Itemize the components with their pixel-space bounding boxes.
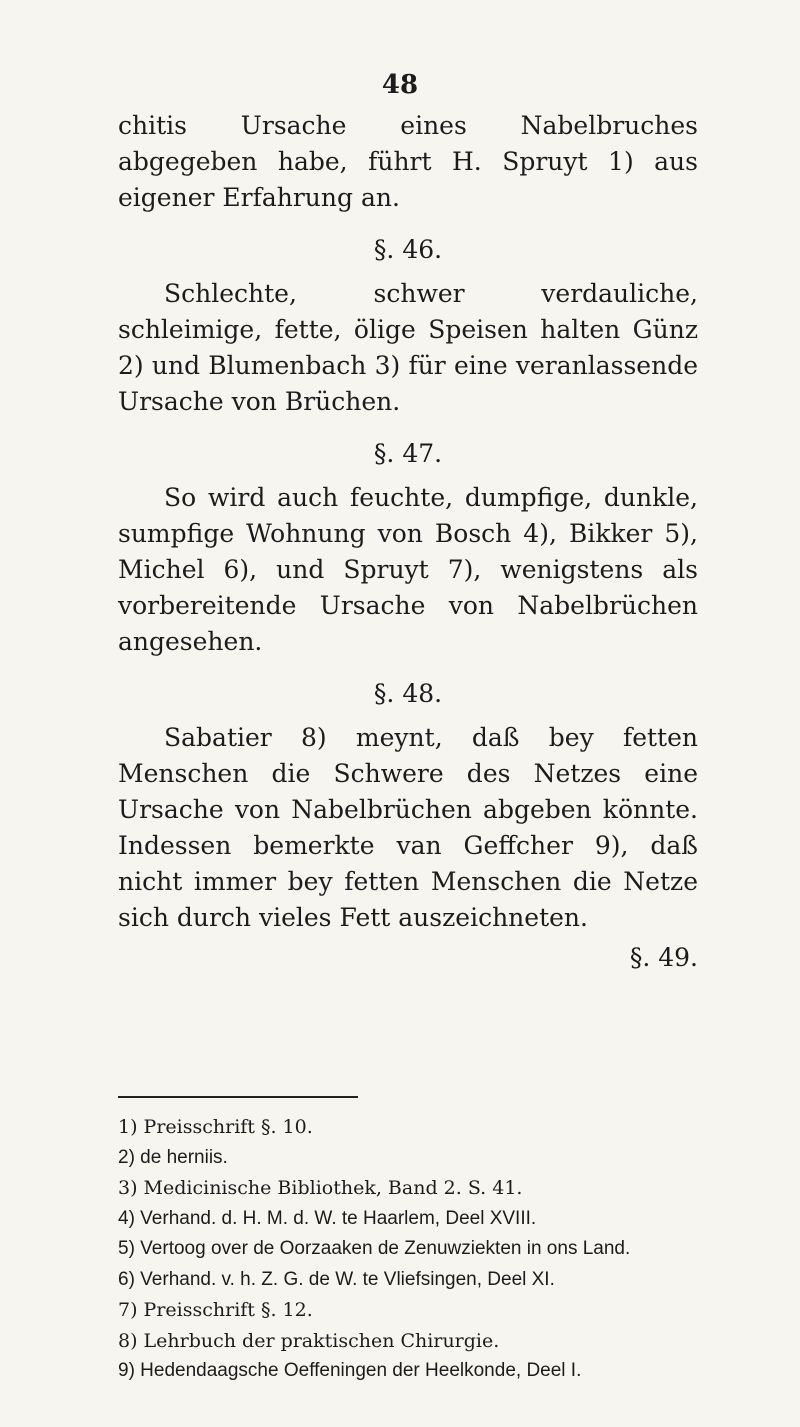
paragraph-47: So wird auch feuchte, dumpfige, dunkle, sumpfige Wohnung von Bosch 4), Bikker 5), Michel 6), und Spruyt 7), wenigstens als vorbereitende Ursache von Nabelbrüchen angesehen. — [118, 483, 698, 656]
main-text — [118, 108, 698, 984]
page-number: 48 — [381, 70, 419, 100]
section-heading-48: §. 48. — [373, 679, 443, 708]
footnote: 7) Preisschrift §. 12. — [118, 1299, 313, 1321]
footnote: 8) Lehrbuch der praktischen Chirurgie. — [118, 1329, 500, 1352]
footnote: 4) Verhand. d. H. M. d. W. te Haarlem, Deel XVIII. — [118, 1207, 537, 1229]
footnote: 5) Vertoog over de Oorzaaken de Zenuwziekten in ons Land. — [118, 1238, 631, 1259]
footnotes — [118, 1112, 718, 1387]
footnote-divider — [118, 1096, 358, 1098]
catchword-section-49: §. 49. — [629, 943, 698, 972]
section-heading-47: §. 47. — [373, 439, 443, 468]
footnote: 2) de herniis. — [118, 1146, 228, 1168]
footnote: 9) Hedendaagsche Oeffeningen der Heelkonde, Deel I. — [118, 1360, 582, 1381]
paragraph-46: Schlechte, schwer verdauliche, schleimige, fette, ölige Speisen halten Günz 2) und Blumenbach 3) für eine veranlassende Ursache von Brüchen. — [118, 279, 698, 416]
footnote: 6) Verhand. v. h. Z. G. de W. te Vliefsingen, Deel XI. — [118, 1268, 555, 1290]
section-heading-46: §. 46. — [373, 235, 443, 264]
footnote: 3) Medicinische Bibliothek, Band 2. S. 41. — [118, 1177, 523, 1199]
paragraph-intro: chitis Ursache eines Nabelbruches abgegeben habe, führt H. Spruyt 1) aus eigener Erfahrung an. — [118, 111, 698, 212]
footnote: 1) Preisschrift §. 10. — [118, 1116, 313, 1138]
paragraph-48: Sabatier 8) meynt, daß bey fetten Menschen die Schwere des Netzes eine Ursache von Nabelbrüchen abgeben könnte. Indessen bemerkte van Geffcher 9), daß nicht immer bey fetten Menschen die Netze sich durch vieles Fett auszeichneten. — [118, 723, 698, 932]
